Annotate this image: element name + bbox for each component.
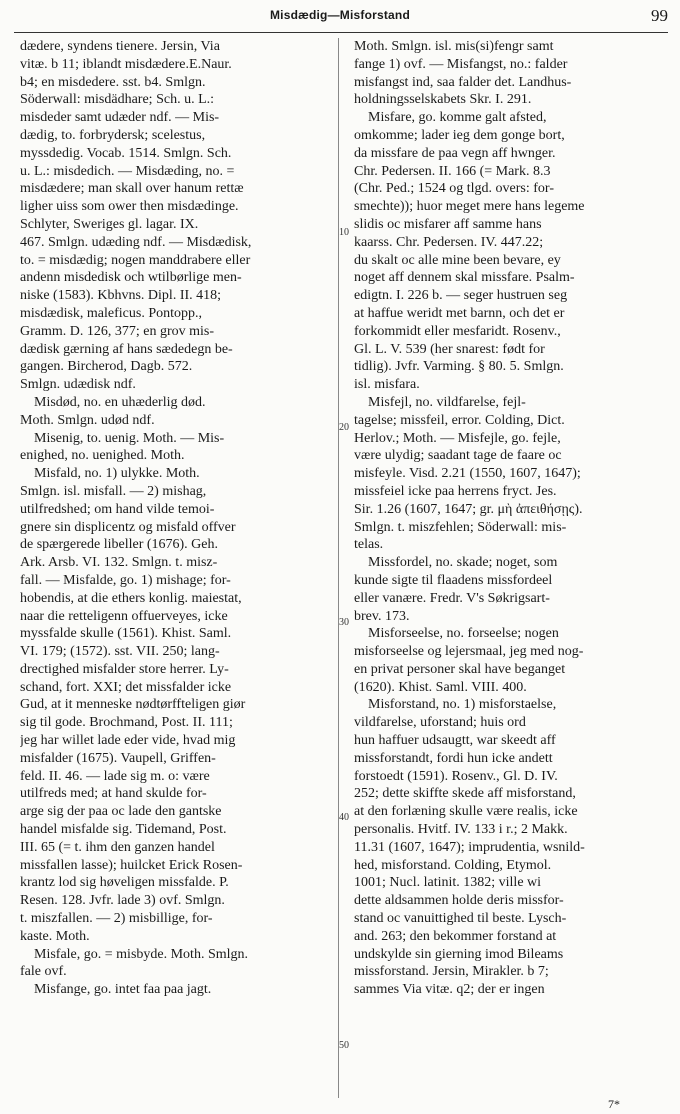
text-line: naar die retteligenn offuerveyes, icke [20,608,228,624]
text-line: Söderwall: misdädhare; Sch. u. L.: [20,92,215,108]
text-line: isl. misfara. [354,377,420,393]
text-line: telas. [354,537,384,553]
text-line: 467. Smlgn. udæding ndf. — Misdædisk, [20,234,252,250]
text-line: missforstandt, fordi hun icke andett [354,750,553,766]
text-line: missfeiel icke paa herrens fryct. Jes. [354,483,557,499]
text-line: Herlov.; Moth. — Misfejle, go. fejle, [354,430,561,446]
text-line: en privat personer skal have beganget [354,661,566,677]
column-divider [338,38,339,1098]
text-line: personalis. Hvitf. IV. 133 i r.; 2 Makk. [354,822,568,838]
text-line: brev. 173. [354,608,410,624]
text-line: Misforstand, no. 1) misforstaelse, [368,697,557,713]
text-line: vitæ. b 11; iblandt misdædere.E.Naur. [20,56,232,72]
text-line: 11.31 (1607, 1647); imprudentia, wsnild- [354,839,585,855]
text-line: Misdød, no. en uhæderlig død. [34,394,206,410]
header-rule [14,32,668,33]
page-header [0,6,680,28]
line-number: 10 [339,227,349,238]
text-line: Resen. 128. Jvfr. lade 3) ovf. Smlgn. [20,893,225,909]
text-line: feld. II. 46. — lade sig m. o: være [20,768,210,784]
text-line: sig til gode. Brochmand, Post. II. 111; [20,715,233,731]
text-line: Misfange, go. intet faa paa jagt. [34,982,212,998]
text-line: 252; dette skiffte skede aff misforstand, [354,786,576,802]
text-line: handel misfalde sig. Tidemand, Post. [20,822,227,838]
line-number: 50 [339,1040,349,1051]
text-line: Moth. Smlgn. udød ndf. [20,412,155,428]
line-number: 40 [339,812,349,823]
text-line: (1620). Khist. Saml. VIII. 400. [354,679,527,695]
text-line: drectighed misfalder store herrer. Ly- [20,661,229,677]
text-line: Gl. L. V. 539 (her snarest: født for [354,341,545,357]
text-line: noget aff dennem skal missfare. Psalm- [354,270,575,286]
text-line: Gramm. D. 126, 377; en grov mis- [20,323,215,339]
text-line: andenn misdedisk och wtilbørlige men- [20,270,242,286]
text-line: forkommidt eller mesfaridt. Rosenv., [354,323,561,339]
text-line: Smlgn. t. miszfehlen; Söderwall: mis- [354,519,567,535]
text-line: hobendis, at die ethers konlig. maiestat, [20,590,242,606]
text-line: krantz lod sig høveligen missfalde. P. [20,875,229,891]
text-line: at haffue weridt met barnn, och det er [354,305,565,321]
text-line: Chr. Pedersen. II. 166 (= Mark. 8.3 [354,163,551,179]
text-line: smechte)); huor meget mere hans legeme [354,199,585,215]
page-number: 99 [651,6,668,25]
text-line: tidlig). Jvfr. Varming. § 80. 5. Smlgn. [354,359,564,375]
text-line: Missfordel, no. skade; noget, som [368,555,558,571]
text-line: misdædisk, maleficus. Pontopp., [20,305,202,321]
text-line: kunde sigte til flaadens missfordeel [354,572,553,588]
text-line: slidis oc misfarer aff samme hans [354,216,542,232]
text-line: holdningsselskabets Skr. I. 291. [354,92,532,108]
text-line: de spærgerede libeller (1676). Geh. [20,537,219,553]
text-line: misdædere; man skall over hanum rettæ [20,181,244,197]
text-line: u. L.: misdedich. — Misdæding, no. = [20,163,235,179]
text-line: Smlgn. udædisk ndf. [20,377,136,393]
text-line: utilfredshed; om hand vilde temoi- [20,501,215,517]
text-line: and. 263; den bekommer forstand at [354,928,557,944]
text-line: dædere, syndens tienere. Jersin, Via [20,39,220,54]
text-line: b4; en misdedere. sst. b4. Smlgn. [20,74,206,90]
text-line: fange 1) ovf. — Misfangst, no.: falder [354,56,568,72]
text-line: hed, misforstand. Colding, Etymol. [354,857,552,873]
text-line: Misenig, to. uenig. Moth. — Mis- [34,430,225,446]
text-line: eller vanære. Fredr. V's Søkrigsart- [354,590,550,606]
text-line: misdeder samt udæder ndf. — Mis- [20,110,220,126]
line-number: 20 [339,422,349,433]
text-line: Misfald, no. 1) ulykke. Moth. [34,466,200,482]
text-line: hun haffuer udsaugtt, war skeedt aff [354,733,556,749]
text-line: du skalt oc alle mine been bevare, ey [354,252,561,268]
right-column [354,38,668,1098]
running-head: Misdædig—Misforstand [269,8,410,22]
line-number: 30 [339,617,349,628]
text-line: jeg har willet lade eder vide, hvad mig [20,733,236,749]
text-line: Gud, at it menneske nødtørffteligen giør [20,697,246,713]
text-line: gangen. Bircherod, Dagb. 572. [20,359,193,375]
signature-mark: 7* [608,1097,620,1111]
text-line: utilfreds med; at hand skulde for- [20,786,207,802]
text-line: være ulydig; saadant tage de faare oc [354,448,562,464]
text-line: tagelse; missfeil, error. Colding, Dict. [354,412,565,428]
text-line: fall. — Misfalde, go. 1) mishage; for- [20,572,231,588]
text-line: dædisk gærning af hans sædedegn be- [20,341,233,357]
text-line: at den forlæning skulle være realis, icke [354,804,578,820]
text-line: dædig, to. forbrydersk; scelestus, [20,127,206,143]
text-line: stand oc vanuittighed til beste. Lysch- [354,911,567,927]
text-line: Schlyter, Sweriges gl. lagar. IX. [20,216,199,232]
text-line: edigtn. I. 226 b. — seger hustruen seg [354,288,568,304]
text-line: forstoedt (1591). Rosenv., Gl. D. IV. [354,768,558,784]
text-line: myssfalde skulle (1561). Khist. Saml. [20,626,232,642]
text-line: misfangst ind, saa falder det. Landhus- [354,74,572,90]
text-line: niske (1583). Kbhvns. Dipl. II. 418; [20,288,222,304]
text-line: Moth. Smlgn. isl. mis(si)fengr samt [354,39,554,54]
text-line: fale ovf. [20,964,67,980]
text-line: undskylde sin gierning imod Bileams [354,946,564,962]
text-line: Sir. 1.26 (1607, 1647; gr. μὴ ἀπειθήσῃς). [354,501,583,517]
text-line: dette aldsammen holde deris missfor- [354,893,564,909]
text-line: Ark. Arsb. VI. 132. Smlgn. t. misz- [20,555,218,571]
text-line: vildfarelse, uforstand; huis ord [354,715,526,731]
text-line: kaste. Moth. [20,928,90,944]
left-column [20,38,322,1098]
text-line: Misforseelse, no. forseelse; nogen [368,626,559,642]
text-line: arge sig der paa oc lade den gantske [20,804,222,820]
text-line: myssdedig. Vocab. 1514. Smlgn. Sch. [20,145,232,161]
text-line: to. = misdædig; nogen manddrabere eller [20,252,251,268]
text-line: misfeyle. Visd. 2.21 (1550, 1607, 1647); [354,466,581,482]
text-line: Misfale, go. = misbyde. Moth. Smlgn. [34,946,249,962]
text-line: 1001; Nucl. latinit. 1382; ville wi [354,875,542,891]
text-line: gnere sin displicentz og misfald offver [20,519,236,535]
text-line: missforstand. Jersin, Mirakler. b 7; [354,964,549,980]
text-line: Smlgn. isl. misfall. — 2) mishag, [20,483,207,499]
text-line: t. miszfallen. — 2) misbillige, for- [20,911,213,927]
text-line: schand, fort. XXI; det missfalder icke [20,679,232,695]
text-line: sammes Via vitæ. q2; der er ingen [354,982,545,998]
text-line: kaarss. Chr. Pedersen. IV. 447.22; [354,234,544,250]
text-line: misforseelse og lejersmaal, jeg med nog- [354,644,584,660]
text-line: III. 65 (= t. ihm den ganzen handel [20,839,215,855]
text-line: VI. 179; (1572). sst. VII. 250; lang- [20,644,220,660]
text-line: da missfare de paa vegn aff hwnger. [354,145,556,161]
text-line: Misfejl, no. vildfarelse, fejl- [368,394,526,410]
text-line: missfallen lasse); huilcket Erick Rosen- [20,857,243,873]
text-line: Misfare, go. komme galt afsted, [368,110,547,126]
text-line: misfalder (1675). Vaupell, Griffen- [20,750,216,766]
text-line: omkomme; lader ieg dem gonge bort, [354,127,565,143]
text-line: ligher uiss som ower then misdædinge. [20,199,239,215]
text-line: (Chr. Ped.; 1524 og tlgd. overs: for- [354,181,554,197]
text-line: enighed, no. uenighed. Moth. [20,448,185,464]
